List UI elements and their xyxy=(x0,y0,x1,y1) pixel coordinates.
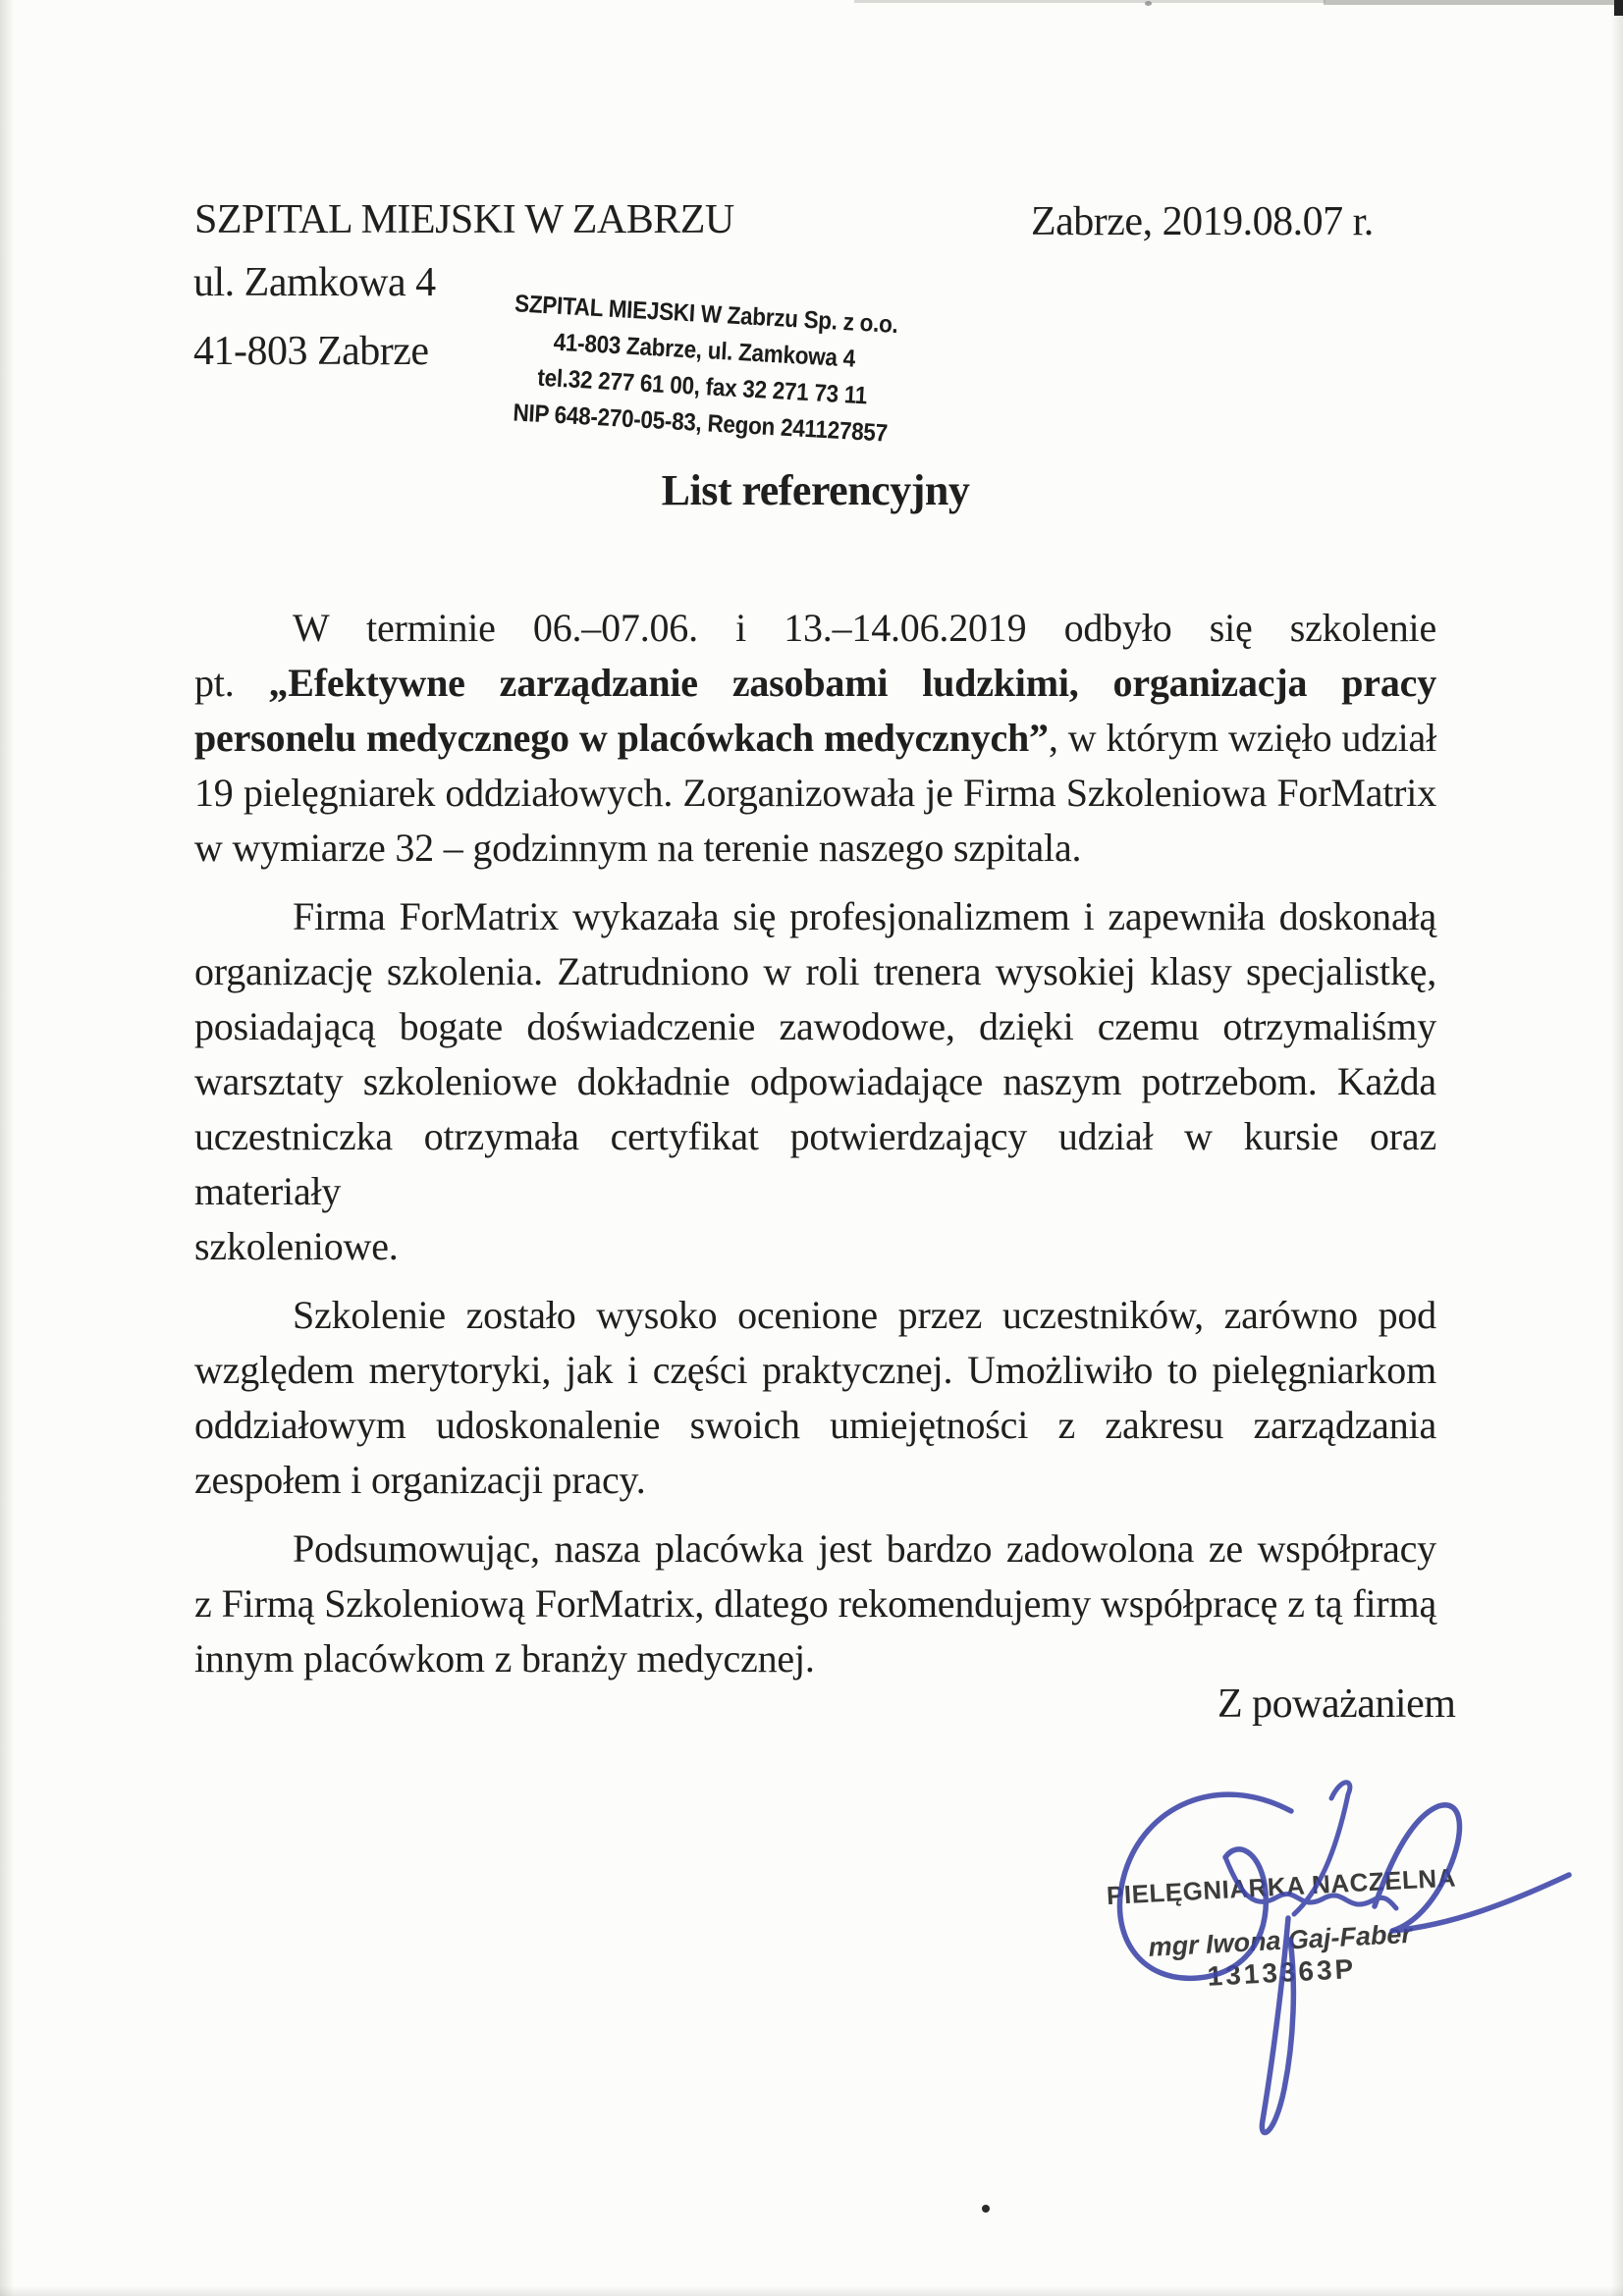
letter-title: List referencyjny xyxy=(661,466,970,514)
scan-artifact-line-faint xyxy=(854,0,1325,3)
sender-name: SZPITAL MIEJSKI W ZABRZU xyxy=(194,197,734,242)
scan-edge-shadow-bottom xyxy=(0,2286,1623,2296)
sender-city: 41-803 Zabrze xyxy=(193,329,429,374)
signatory-role: PIELĘGNIARKA NACZELNA xyxy=(1106,1862,1457,1911)
paragraph-formatrix-quality: Firma ForMatrix wykazała się profesjonalizmem i zapewniła doskonałą organizację szkolenia. Zatrudniono w roli trenera wysokiej klasy specjalistkę, posiadającą bogate doświadczenie zawodowe, dzięki czemu otrzymaliśmy warsztaty szkoleniowe dokładnie odpowiadające naszym potrzebom. Każda uczestniczka otrzymała certyfikat potwierdzający udział w kursie oraz materiały szkoleniowe. xyxy=(194,894,1436,1268)
handwritten-signature xyxy=(1041,1737,1591,2150)
scan-artifact-line xyxy=(1324,0,1623,5)
scan-edge-shadow-right xyxy=(1611,0,1623,2296)
paragraph-training-dates: W terminie 06.–07.06. i 13.–14.06.2019 odbyło się szkolenie pt. „Efektywne zarządzanie zasobami ludzkimi, organizacja pracy personelu medycznego w placówkach medycznych”, w którym wzięło udział 19 pielęgniarek oddziałowych. Zorganizowała je Firma Szkoleniowa ForMatrix w wymiarze 32 – godzinnym na terenie naszego szpitala. xyxy=(194,606,1436,870)
sender-street: ul. Zamkowa 4 xyxy=(193,260,436,305)
letter-body xyxy=(194,601,1436,1700)
paragraph-recommendation: Podsumowując, nasza placówka jest bardzo zadowolona ze współpracy z Firmą Szkoleniową ForMatrix, dlatego rekomendujemy współpracę z tą firmą innym placówkom z branży medycznej. xyxy=(194,1526,1436,1681)
scan-edge-shadow-left xyxy=(0,0,14,2296)
dateline: Zabrze, 2019.08.07 r. xyxy=(1031,199,1374,244)
scan-artifact-corner-mark xyxy=(1614,0,1623,16)
company-stamp: SZPITAL MIEJSKI W Zabrzu Sp. z o.o. 41-803 Zabrze, ul. Zamkowa 4 tel.32 277 61 00, fax 32 271 73 11 NIP 648-270-05-83, Regon 241127857 xyxy=(512,290,899,448)
signatory-name: mgr Iwona Gaj-Faber xyxy=(1147,1918,1413,1962)
scan-artifact-dot-bottom xyxy=(982,2205,990,2213)
closing-salutation: Z poważaniem xyxy=(1217,1682,1456,1727)
scan-artifact-dot-top xyxy=(1145,1,1152,6)
signatory-license-number: 1313363P xyxy=(1206,1952,1357,1992)
paragraph-training-evaluation: Szkolenie zostało wysoko ocenione przez uczestników, zarówno pod względem merytoryki, jak i części praktycznej. Umożliwiło to pielęgniarkom oddziałowym udoskonalenie swoich umiejętności z zakresu zarządzania zespołem i organizacji pracy. xyxy=(194,1293,1436,1502)
